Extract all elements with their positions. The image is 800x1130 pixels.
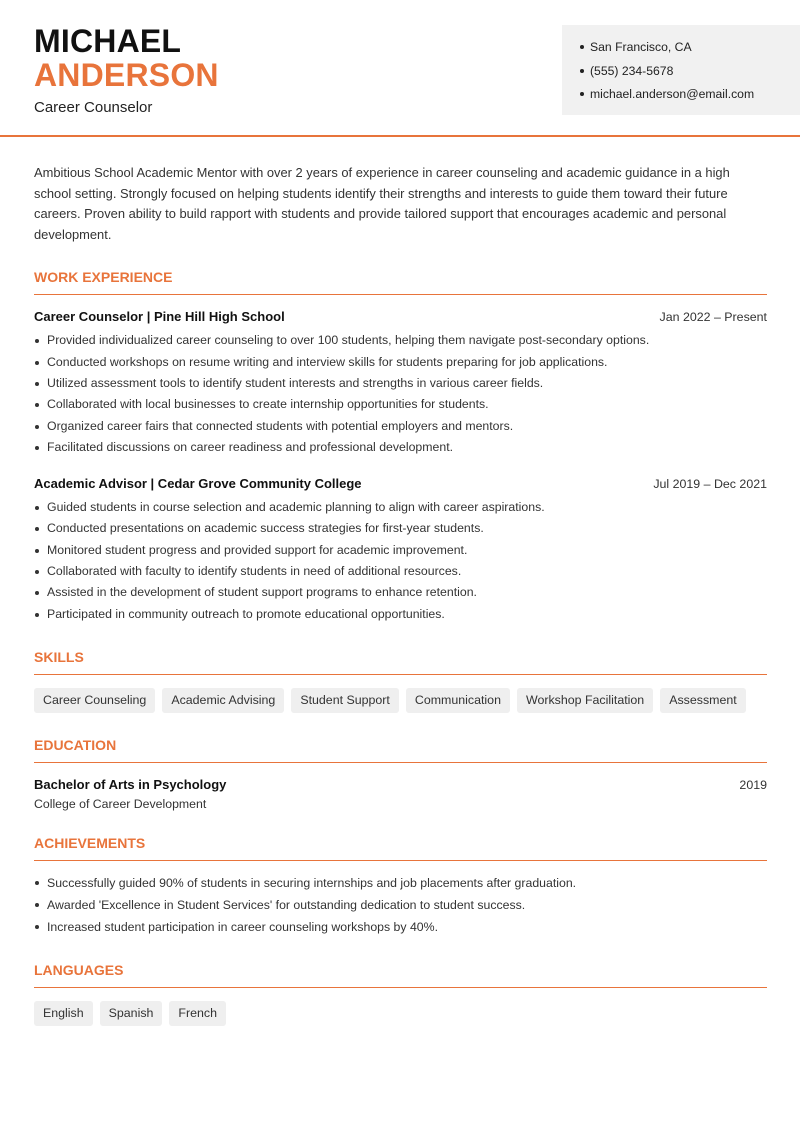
job-entry-dates: Jul 2019 – Dec 2021 [653, 477, 767, 492]
contact-location: San Francisco, CA [580, 38, 800, 62]
contact-box [562, 25, 800, 115]
first-name: MICHAEL [34, 23, 182, 59]
job-bullet: Provided individualized career counseling to over 100 students, helping them navigate post-secondary options. [34, 330, 767, 351]
education-school: College of Career Development [34, 796, 207, 811]
skill-tag: Career Counseling [34, 688, 155, 713]
job-bullet: Collaborated with faculty to identify students in need of additional resources. [34, 561, 767, 582]
contact-phone: (555) 234-5678 [580, 62, 800, 86]
job-entry [34, 476, 767, 625]
job-bullet: Assisted in the development of student support programs to enhance retention. [34, 582, 767, 603]
skill-tag: Academic Advising [162, 688, 284, 713]
job-entry-title: Academic Advisor | Cedar Grove Community College [34, 476, 362, 492]
last-name: ANDERSON [34, 57, 219, 93]
job-bullet: Guided students in course selection and academic planning to align with career aspirations. [34, 497, 767, 518]
job-bullet: Conducted workshops on resume writing and interview skills for students preparing for job applications. [34, 352, 767, 373]
full-name [34, 24, 219, 92]
language-tag: Spanish [100, 1001, 163, 1026]
section-title-work: WORK EXPERIENCE [34, 269, 767, 295]
achievement-item: Increased student participation in career counseling workshops by 40%. [34, 916, 767, 938]
job-entry-title: Career Counselor | Pine Hill High School [34, 309, 285, 325]
skill-tag: Communication [406, 688, 510, 713]
job-bullet: Participated in community outreach to promote educational opportunities. [34, 604, 767, 625]
education-degree: Bachelor of Arts in Psychology [34, 776, 227, 792]
language-tag: French [169, 1001, 226, 1026]
achievement-item: Awarded 'Excellence in Student Services' for outstanding dedication to student success. [34, 894, 767, 916]
languages-list [34, 1001, 767, 1026]
skill-tag: Workshop Facilitation [517, 688, 653, 713]
job-bullet: Collaborated with local businesses to create internship opportunities for students. [34, 394, 767, 415]
job-entry-dates: Jan 2022 – Present [659, 310, 767, 325]
job-bullet: Organized career fairs that connected students with potential employers and mentors. [34, 416, 767, 437]
language-tag: English [34, 1001, 93, 1026]
job-entry [34, 309, 767, 458]
job-bullet: Monitored student progress and provided support for academic improvement. [34, 540, 767, 561]
resume-body [34, 163, 767, 1026]
section-title-skills: SKILLS [34, 649, 767, 675]
job-title: Career Counselor [34, 99, 153, 116]
resume-header [0, 0, 800, 137]
section-title-achievements: ACHIEVEMENTS [34, 835, 767, 861]
summary: Ambitious School Academic Mentor with over 2 years of experience in career counseling and academic guidance in a high school setting. Strongly focused on helping students identify their strengths and interests to guide them toward their future careers. Proven ability to build rapport with students and provide tailored support that encourages academic and personal development. [34, 165, 730, 242]
skill-tag: Student Support [291, 688, 399, 713]
contact-email[interactable]: michael.anderson@email.com [580, 85, 800, 109]
skill-tag: Assessment [660, 688, 745, 713]
section-title-education: EDUCATION [34, 737, 767, 763]
education-year: 2019 [739, 777, 767, 792]
job-bullet: Conducted presentations on academic success strategies for first-year students. [34, 518, 767, 539]
job-bullet: Utilized assessment tools to identify student interests and strengths in various career fields. [34, 373, 767, 394]
job-bullet: Facilitated discussions on career readiness and professional development. [34, 437, 767, 458]
achievement-item: Successfully guided 90% of students in securing internships and job placements after graduation. [34, 872, 767, 894]
skills-list [34, 688, 767, 713]
section-title-languages: LANGUAGES [34, 962, 767, 988]
